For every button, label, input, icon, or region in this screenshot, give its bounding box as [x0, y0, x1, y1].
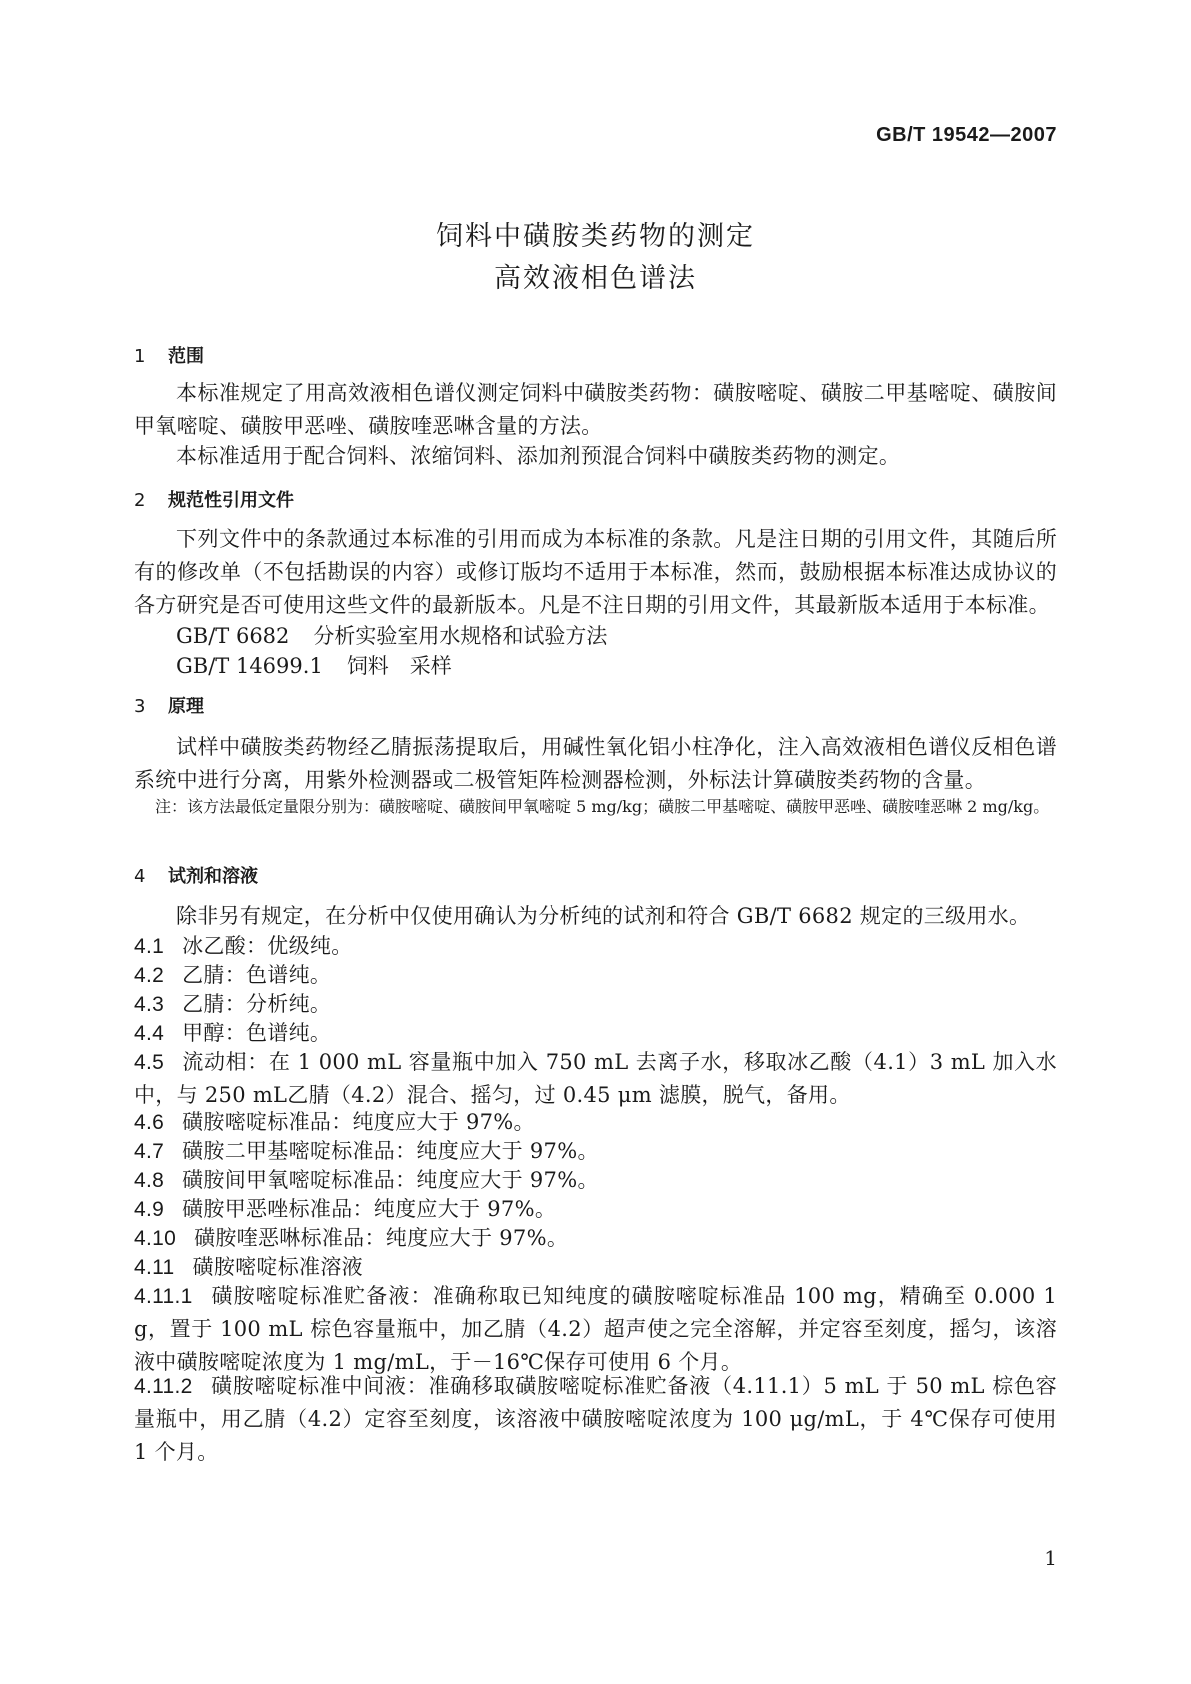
section-number: 1	[134, 346, 146, 367]
section-3-note: 注：该方法最低定量限分别为：磺胺嘧啶、磺胺间甲氧嘧啶 5 mg/kg；磺胺二甲基嘧啶、磺胺甲恶唑、磺胺喹恶啉 2 mg/kg。	[155, 797, 1050, 816]
clause-item	[134, 1046, 1057, 1112]
section-2-paragraph-1: 下列文件中的条款通过本标准的引用而成为本标准的条款。凡是注日期的引用文件，其随后所有的修改单（不包括勘误的内容）或修订版均不适用于本标准，然而，鼓励根据本标准达成协议的各方研究是否可使用这些文件的最新版本。凡是不注日期的引用文件，其最新版本适用于本标准。	[134, 527, 1057, 617]
clause-number: 4.11.2	[134, 1375, 193, 1398]
section-number: 4	[134, 866, 146, 887]
clause-text: 磺胺二甲基嘧啶标准品：纯度应大于 97%。	[182, 1139, 599, 1163]
section-2-heading	[134, 486, 294, 512]
clause-number: 4.2	[134, 964, 165, 987]
page-number: 1	[1044, 1546, 1057, 1570]
clause-number: 4.5	[134, 1051, 165, 1074]
section-number: 2	[134, 490, 146, 511]
normative-reference	[176, 620, 1099, 650]
clause-text: 乙腈：分析纯。	[182, 992, 332, 1016]
clause-text: 磺胺间甲氧嘧啶标准品：纯度应大于 97%。	[182, 1168, 599, 1192]
clause-number: 4.9	[134, 1198, 165, 1221]
section-1-heading	[134, 342, 204, 368]
section-3-paragraph-1: 试样中磺胺类药物经乙腈振荡提取后，用碱性氧化铝小柱净化，注入高效液相色谱仪反相色谱系统中进行分离，用紫外检测器或二极管矩阵检测器检测，外标法计算磺胺类药物的含量。	[134, 735, 1057, 792]
section-4-intro: 除非另有规定，在分析中仅使用确认为分析纯的试剂和符合 GB/T 6682 规定的三级用水。	[176, 904, 1031, 928]
section-title: 原理	[168, 696, 204, 717]
clause-text: 磺胺嘧啶标准溶液	[192, 1255, 363, 1279]
document-title-line1: 饲料中磺胺类药物的测定	[436, 221, 755, 252]
reference-code: GB/T 6682	[176, 624, 290, 648]
clause-number: 4.3	[134, 993, 165, 1016]
clause-item	[134, 1370, 1057, 1469]
clause-text: 磺胺甲恶唑标准品：纯度应大于 97%。	[182, 1197, 557, 1221]
clause-number: 4.1	[134, 935, 165, 958]
clause-text: 磺胺嘧啶标准品：纯度应大于 97%。	[182, 1110, 535, 1134]
section-title: 范围	[168, 346, 204, 367]
section-4-heading	[134, 862, 258, 888]
section-title: 试剂和溶液	[168, 866, 258, 887]
section-3-heading	[134, 692, 204, 718]
clause-text: 磺胺嘧啶标准中间液：准确移取磺胺嘧啶标准贮备液（4.11.1）5 mL 于 50 mL 棕色容量瓶中，用乙腈（4.2）定容至刻度，该溶液中磺胺嘧啶浓度为 100 μg/mL，于 4℃保存可使用 1 个月。	[134, 1374, 1057, 1464]
reference-title: 饲料 采样	[346, 654, 452, 678]
section-title: 规范性引用文件	[168, 490, 294, 511]
section-1-paragraph-1: 本标准规定了用高效液相色谱仪测定饲料中磺胺类药物：磺胺嘧啶、磺胺二甲基嘧啶、磺胺间甲氧嘧啶、磺胺甲恶唑、磺胺喹恶啉含量的方法。	[134, 381, 1057, 438]
clause-number: 4.10	[134, 1227, 177, 1250]
normative-reference	[176, 650, 1099, 680]
section-number: 3	[134, 696, 146, 717]
clause-number: 4.11	[134, 1256, 175, 1279]
standard-number: GB/T 19542—2007	[876, 124, 1057, 146]
document-title-line2: 高效液相色谱法	[494, 263, 697, 294]
clause-number: 4.11.1	[134, 1285, 193, 1308]
clause-text: 冰乙酸：优级纯。	[182, 934, 353, 958]
reference-title: 分析实验室用水规格和试验方法	[313, 624, 608, 648]
clause-text: 磺胺喹恶啉标准品：纯度应大于 97%。	[194, 1226, 569, 1250]
clause-number: 4.8	[134, 1169, 165, 1192]
clause-item	[134, 1280, 1057, 1379]
clause-text: 乙腈：色谱纯。	[182, 963, 332, 987]
clause-number: 4.6	[134, 1111, 165, 1134]
clause-text: 磺胺嘧啶标准贮备液：准确称取已知纯度的磺胺嘧啶标准品 100 mg，精确至 0.000 1 g，置于 100 mL 棕色容量瓶中，加乙腈（4.2）超声使之完全溶解，并定容至刻度，摇匀，该溶液中磺胺嘧啶浓度为 1 mg/mL，于－16℃保存可使用 6 个月。	[134, 1284, 1057, 1374]
clause-number: 4.7	[134, 1140, 165, 1163]
clause-text: 甲醇：色谱纯。	[182, 1021, 332, 1045]
clause-text: 流动相：在 1 000 mL 容量瓶中加入 750 mL 去离子水，移取冰乙酸（4.1）3 mL 加入水中，与 250 mL乙腈（4.2）混合、摇匀，过 0.45 μm 滤膜，脱气，备用。	[134, 1050, 1057, 1107]
clause-number: 4.4	[134, 1022, 165, 1045]
section-1-paragraph-2: 本标准适用于配合饲料、浓缩饲料、添加剂预混合饲料中磺胺类药物的测定。	[176, 444, 901, 468]
reference-code: GB/T 14699.1	[176, 654, 323, 678]
